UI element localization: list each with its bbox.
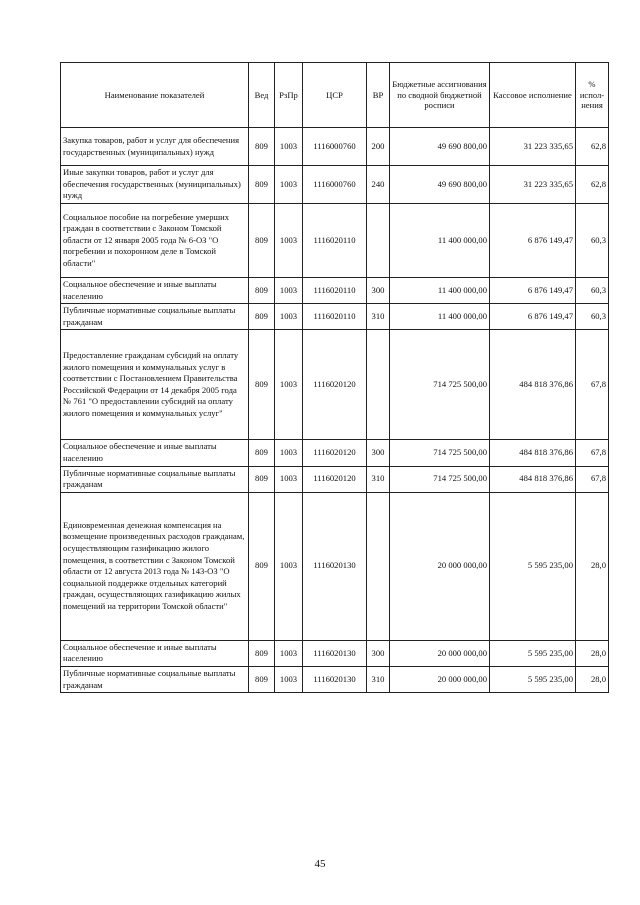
row-pct: 62,8: [576, 166, 609, 204]
row-budget: 11 400 000,00: [390, 204, 490, 278]
row-ved: 809: [249, 466, 275, 492]
row-ved: 809: [249, 204, 275, 278]
row-rzpr: 1003: [275, 128, 303, 166]
row-csr: 1116000760: [303, 128, 367, 166]
row-name: Единовременная денежная компенсация на возмещение произведенных расходов гражданам, осуществляющим газификацию жилого помещения, в соответствии с Законом Томской области от 12 августа 2013 года № 143-ОЗ "О социальной поддержке отдельных категорий граждан, осуществляющих газификацию жилых помещений на территории Томской области": [61, 492, 249, 640]
header-name: Наименование показателей: [61, 63, 249, 128]
row-rzpr: 1003: [275, 640, 303, 666]
row-cash: 5 595 235,00: [490, 666, 576, 692]
row-vr: [367, 330, 390, 440]
row-cash: 5 595 235,00: [490, 640, 576, 666]
row-cash: 6 876 149,47: [490, 304, 576, 330]
row-vr: 200: [367, 128, 390, 166]
row-ved: 809: [249, 304, 275, 330]
row-ved: 809: [249, 166, 275, 204]
row-rzpr: 1003: [275, 666, 303, 692]
row-name: Закупка товаров, работ и услуг для обеспечения государственных (муниципальных) нужд: [61, 128, 249, 166]
row-rzpr: 1003: [275, 492, 303, 640]
row-vr: 300: [367, 278, 390, 304]
row-budget: 11 400 000,00: [390, 304, 490, 330]
row-budget: 20 000 000,00: [390, 666, 490, 692]
header-cash: Кассовое исполнение: [490, 63, 576, 128]
row-ved: 809: [249, 330, 275, 440]
row-pct: 28,0: [576, 492, 609, 640]
table-row: [61, 278, 609, 304]
row-name: Предоставление гражданам субсидий на оплату жилого помещения и коммунальных услуг в соответствии с Постановлением Правительства Российской Федерации от 14 декабря 2005 года № 761 "О предоставлении субсидий на оплату жилого помещения и коммунальных услуг": [61, 330, 249, 440]
table-row: [61, 492, 609, 640]
row-cash: 484 818 376,86: [490, 330, 576, 440]
header-rzpr: РзПр: [275, 63, 303, 128]
row-budget: 714 725 500,00: [390, 466, 490, 492]
row-csr: 1116020110: [303, 304, 367, 330]
row-cash: 5 595 235,00: [490, 492, 576, 640]
row-budget: 20 000 000,00: [390, 640, 490, 666]
budget-table: [60, 62, 609, 693]
table-header-row: [61, 63, 609, 128]
row-rzpr: 1003: [275, 440, 303, 466]
row-rzpr: 1003: [275, 204, 303, 278]
row-name: Социальное обеспечение и иные выплаты населению: [61, 440, 249, 466]
row-rzpr: 1003: [275, 304, 303, 330]
row-vr: 300: [367, 640, 390, 666]
row-ved: 809: [249, 278, 275, 304]
row-csr: 1116020110: [303, 278, 367, 304]
row-name: Социальное обеспечение и иные выплаты населению: [61, 640, 249, 666]
row-pct: 28,0: [576, 640, 609, 666]
row-budget: 20 000 000,00: [390, 492, 490, 640]
header-ved: Вед: [249, 63, 275, 128]
row-csr: 1116000760: [303, 166, 367, 204]
row-name: Публичные нормативные социальные выплаты гражданам: [61, 304, 249, 330]
row-pct: 60,3: [576, 204, 609, 278]
row-pct: 28,0: [576, 666, 609, 692]
row-vr: [367, 204, 390, 278]
row-vr: 240: [367, 166, 390, 204]
table-row: [61, 330, 609, 440]
row-cash: 484 818 376,86: [490, 440, 576, 466]
row-cash: 31 223 335,65: [490, 166, 576, 204]
row-csr: 1116020130: [303, 640, 367, 666]
page-number: 45: [314, 858, 326, 870]
row-name: Публичные нормативные социальные выплаты гражданам: [61, 466, 249, 492]
table-row: [61, 304, 609, 330]
row-csr: 1116020130: [303, 666, 367, 692]
row-budget: 714 725 500,00: [390, 440, 490, 466]
row-csr: 1116020120: [303, 440, 367, 466]
row-pct: 60,3: [576, 278, 609, 304]
table-row: [61, 166, 609, 204]
row-csr: 1116020120: [303, 466, 367, 492]
header-budget: Бюджетные ассигнования по сводной бюджетной росписи: [390, 63, 490, 128]
row-name: Публичные нормативные социальные выплаты гражданам: [61, 666, 249, 692]
row-ved: 809: [249, 666, 275, 692]
row-pct: 67,8: [576, 330, 609, 440]
row-ved: 809: [249, 440, 275, 466]
row-vr: 310: [367, 666, 390, 692]
row-cash: 31 223 335,65: [490, 128, 576, 166]
row-budget: 11 400 000,00: [390, 278, 490, 304]
row-vr: 310: [367, 304, 390, 330]
row-pct: 67,8: [576, 466, 609, 492]
row-budget: 714 725 500,00: [390, 330, 490, 440]
row-rzpr: 1003: [275, 466, 303, 492]
row-name: Иные закупки товаров, работ и услуг для обеспечения государственных (муниципальных) нужд: [61, 166, 249, 204]
row-pct: 60,3: [576, 304, 609, 330]
row-csr: 1116020130: [303, 492, 367, 640]
row-ved: 809: [249, 492, 275, 640]
row-csr: 1116020120: [303, 330, 367, 440]
table-row: [61, 128, 609, 166]
row-csr: 1116020110: [303, 204, 367, 278]
row-ved: 809: [249, 128, 275, 166]
table-row: [61, 204, 609, 278]
row-vr: 310: [367, 466, 390, 492]
row-rzpr: 1003: [275, 330, 303, 440]
row-name: Социальное обеспечение и иные выплаты населению: [61, 278, 249, 304]
row-pct: 67,8: [576, 440, 609, 466]
row-budget: 49 690 800,00: [390, 166, 490, 204]
table-row: [61, 640, 609, 666]
row-cash: 6 876 149,47: [490, 278, 576, 304]
header-csr: ЦСР: [303, 63, 367, 128]
table-row: [61, 440, 609, 466]
row-vr: [367, 492, 390, 640]
table-row: [61, 666, 609, 692]
row-rzpr: 1003: [275, 278, 303, 304]
row-vr: 300: [367, 440, 390, 466]
header-vr: ВР: [367, 63, 390, 128]
row-name: Социальное пособие на погребение умерших граждан в соответствии с Законом Томской области от 12 января 2005 года № 6-ОЗ "О погребении и похоронном деле в Томской области": [61, 204, 249, 278]
row-budget: 49 690 800,00: [390, 128, 490, 166]
header-pct: % исполнения: [576, 63, 609, 128]
row-rzpr: 1003: [275, 166, 303, 204]
row-ved: 809: [249, 640, 275, 666]
row-cash: 6 876 149,47: [490, 204, 576, 278]
table-row: [61, 466, 609, 492]
row-pct: 62,8: [576, 128, 609, 166]
row-cash: 484 818 376,86: [490, 466, 576, 492]
